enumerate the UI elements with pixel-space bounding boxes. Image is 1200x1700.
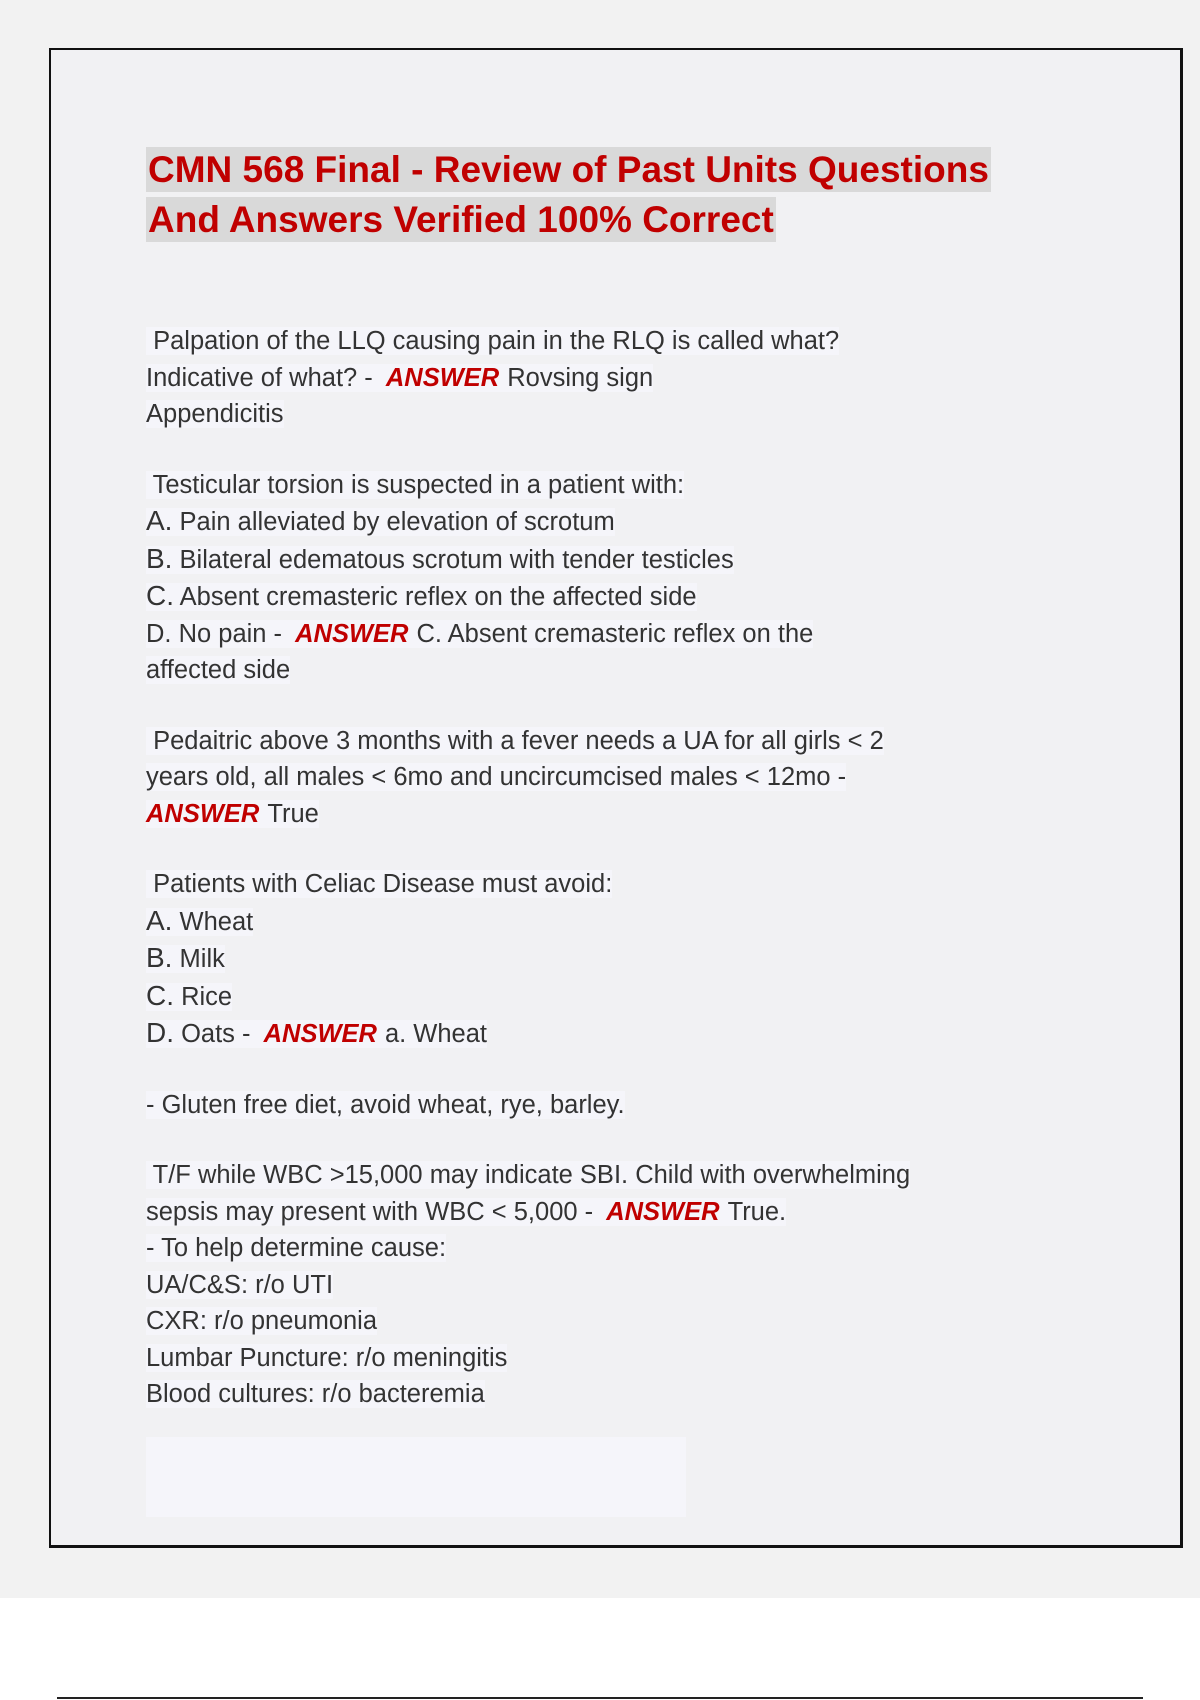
qa-text: Indicative of what? - <box>146 363 380 392</box>
qa-line-highlight <box>146 1307 377 1335</box>
qa-line <box>146 1230 1126 1267</box>
qa-line-highlight <box>146 505 615 536</box>
qa-line <box>146 1267 1126 1304</box>
qa-text: Testicular torsion is suspected in a patient with: <box>146 470 685 499</box>
qa-text: Appendicitis <box>146 400 284 428</box>
page-content <box>146 145 1126 1517</box>
qa-text: Pedaitric above 3 months with a fever needs a UA for all girls < 2 <box>146 726 884 755</box>
qa-line-highlight <box>146 400 284 428</box>
qa-text: Absent cremasteric reflex on the affected side <box>174 583 697 611</box>
qa-item <box>146 467 1126 689</box>
answer-text: Rovsing sign <box>507 363 654 392</box>
page-gap <box>0 1598 1200 1700</box>
qa-line-highlight <box>146 656 290 684</box>
qa-line-highlight <box>146 870 612 898</box>
qa-line <box>146 759 1126 796</box>
qa-line <box>146 723 1126 760</box>
qa-line <box>146 866 1126 903</box>
qa-text: sepsis may present with WBC < 5,000 - <box>146 1197 601 1226</box>
qa-text: Palpation of the LLQ causing pain in the RLQ is called what? <box>146 327 840 355</box>
qa-line-highlight <box>146 620 813 648</box>
option-letter: B. <box>146 942 173 973</box>
qa-line-highlight <box>146 800 319 828</box>
qa-line <box>146 1087 1126 1124</box>
option-letter: C. <box>146 979 174 1011</box>
qa-item <box>146 1087 1126 1124</box>
qa-text: - Gluten free diet, avoid wheat, rye, barley. <box>146 1090 625 1119</box>
answer-text: a. Wheat <box>384 1020 488 1048</box>
qa-line-highlight <box>146 364 653 392</box>
qa-text: UA/C&S: r/o UTI <box>146 1270 334 1299</box>
qa-line <box>146 1303 1126 1340</box>
blank-highlight-area <box>146 1437 686 1517</box>
answer-label: ANSWER <box>146 799 260 828</box>
qa-line-highlight <box>146 942 225 973</box>
qa-line-highlight <box>146 1017 488 1048</box>
option-letter: B. <box>146 542 173 574</box>
qa-text: - To help determine cause: <box>146 1234 447 1262</box>
qa-text: Oats - <box>174 1020 258 1048</box>
qa-line-highlight <box>146 327 839 355</box>
page-title-line-2: And Answers Verified 100% Correct <box>148 199 774 240</box>
qa-item <box>146 323 1126 433</box>
option-letter: A. <box>146 904 173 936</box>
qa-text: Wheat <box>172 907 254 936</box>
qa-line <box>146 1157 1126 1194</box>
qa-line <box>146 796 1126 833</box>
qa-line <box>146 467 1126 504</box>
qa-item <box>146 866 1126 1053</box>
qa-item <box>146 723 1126 833</box>
qa-line-highlight <box>146 1091 625 1119</box>
qa-line-highlight <box>146 1271 333 1299</box>
answer-label: ANSWER <box>295 619 409 648</box>
qa-line <box>146 323 1126 360</box>
qa-text: affected side <box>146 656 291 684</box>
qa-line <box>146 396 1126 433</box>
qa-line-highlight <box>146 1380 485 1408</box>
qa-line <box>146 1015 1126 1053</box>
qa-line <box>146 541 1126 579</box>
qa-text: Milk <box>172 945 225 973</box>
qa-list <box>146 323 1126 1413</box>
qa-text: Patients with Celiac Disease must avoid: <box>146 870 613 898</box>
qa-line <box>146 1340 1126 1377</box>
qa-text: CXR: r/o pneumonia <box>146 1307 378 1335</box>
qa-text: years old, all males < 6mo and uncircumcised males < 12mo - <box>146 763 847 791</box>
next-page-rule <box>57 1697 1143 1699</box>
qa-line-highlight <box>146 1198 786 1226</box>
qa-line-highlight <box>146 1344 507 1372</box>
answer-text: C. Absent cremasteric reflex on the <box>416 619 814 648</box>
qa-text: Pain alleviated by elevation of scrotum <box>172 508 615 536</box>
qa-line-highlight <box>146 1161 910 1189</box>
qa-text: Rice <box>174 982 233 1011</box>
qa-line <box>146 978 1126 1016</box>
answer-text: True <box>267 799 319 828</box>
option-letter: A. <box>146 505 173 536</box>
document-page <box>49 48 1183 1548</box>
qa-line <box>146 652 1126 689</box>
answer-label: ANSWER <box>263 1020 377 1048</box>
qa-line <box>146 1194 1126 1231</box>
qa-line <box>146 1376 1126 1413</box>
qa-text: Bilateral edematous scrotum with tender testicles <box>172 545 734 574</box>
qa-text: Lumbar Puncture: r/o meningitis <box>146 1343 508 1372</box>
qa-text: Blood cultures: r/o bacteremia <box>146 1380 485 1408</box>
qa-text: D. No pain - <box>146 619 290 648</box>
qa-line-highlight <box>146 542 734 574</box>
qa-line-highlight <box>146 1234 446 1262</box>
qa-line <box>146 578 1126 616</box>
page-title <box>146 145 1126 245</box>
qa-line <box>146 903 1126 941</box>
qa-line-highlight <box>146 763 846 791</box>
qa-line-highlight <box>146 471 684 499</box>
qa-line-highlight <box>146 580 697 611</box>
option-letter: D. <box>146 1017 174 1048</box>
qa-item <box>146 1157 1126 1413</box>
answer-label: ANSWER <box>385 363 500 392</box>
answer-label: ANSWER <box>606 1197 720 1226</box>
answer-text: True. <box>727 1197 787 1226</box>
qa-text: T/F while WBC >15,000 may indicate SBI. Child with overwhelming <box>146 1161 911 1189</box>
qa-line <box>146 940 1126 978</box>
qa-line-highlight <box>146 727 884 755</box>
qa-line <box>146 616 1126 653</box>
qa-line <box>146 360 1126 397</box>
page-title-line-1: CMN 568 Final - Review of Past Units Questions <box>148 149 989 190</box>
qa-line-highlight <box>146 979 233 1011</box>
option-letter: C. <box>146 580 174 611</box>
qa-line <box>146 503 1126 541</box>
qa-line-highlight <box>146 904 254 936</box>
